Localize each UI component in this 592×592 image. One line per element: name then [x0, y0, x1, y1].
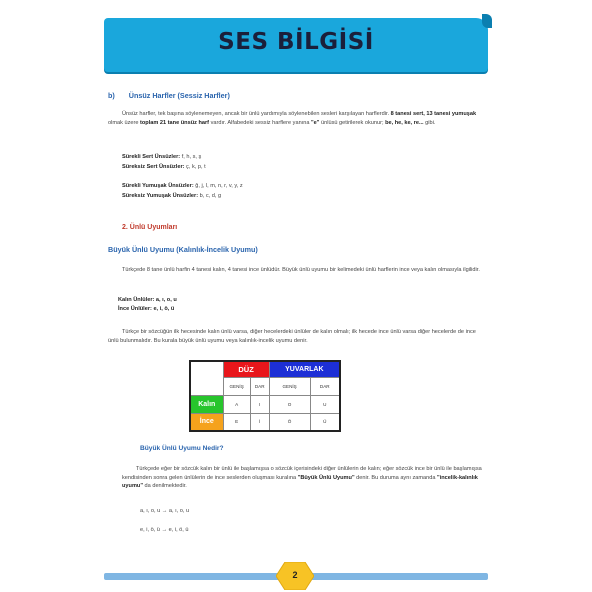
text-run: da denilmektedir. [143, 483, 187, 490]
banner-fold [482, 14, 492, 28]
table-cell: E [223, 413, 250, 431]
section-b-label: b) [108, 91, 115, 100]
example-ince: e, i, ö, ü → e, i, ö, ü [140, 527, 189, 533]
text-run: gibi. [423, 119, 436, 126]
ince-label: İnce Ünlüler: [118, 306, 152, 312]
list-label: Süreksiz Sert Ünsüzler: [122, 164, 185, 170]
example-kalin: a, ı, o, u → a, ı, o, u [140, 508, 190, 514]
buyuk-paragraph-2: Türkçe bir sözcüğün ilk hecesinde kalın ünlü varsa, diğer hecelerdeki ünlüler de kalın olmalı; ilk hecede ince ünlü varsa diğer hecelerde de ince ünlü bulunmalıdır. Bu kurala büyük ünlü uyumu veya kalınlık-incelik uyumu denir. [108, 329, 476, 344]
sub-header: GENİŞ [269, 377, 310, 395]
duz-header: DÜZ [223, 361, 269, 377]
list-value: f, h, s, ş [180, 154, 202, 160]
table-cell: U [310, 395, 340, 413]
text-run: denir. Bu duruma aynı zamanda [354, 474, 438, 481]
nedir-paragraph [122, 465, 486, 491]
list-value: ç, k, p, t [184, 164, 206, 170]
list-item [122, 163, 206, 172]
text-run-bold: "e" [311, 119, 320, 126]
buyuk-unlu-heading: Büyük Ünlü Uyumu (Kalınlık-İncelik Uyumu) [108, 245, 258, 254]
ince-value: e, i, ö, ü [151, 306, 175, 312]
kalin-row-label: Kalın [190, 395, 223, 413]
text-run: ünlüsü getirilerek okunur; [319, 119, 386, 126]
kalin-label: Kalın Ünlüler: [118, 297, 155, 303]
text-run-bold: 8 tanesi sert, 13 tanesi yumuşak [390, 111, 477, 117]
yuvarlak-header: YUVARLAK [269, 361, 340, 377]
page-number-badge [276, 562, 314, 590]
text-run: vardır. Alfabedeki sessiz harflere yanına [209, 119, 312, 126]
section-b-heading [108, 91, 230, 100]
ince-row-label: İnce [190, 413, 223, 431]
ince-unluler-line [118, 305, 174, 314]
section-2-heading: 2. Ünlü Uyumları [122, 224, 178, 231]
text-run: Türkçede eğer bir sözcük kalın bir ünlü ile başlamışsa o sözcük içerisindeki diğer ünlülerin de kalın; eğer sözcük ince bir ünlü ile başlamışsa kendisinden sonra gelen ünlülerin de ince seslerden oluşması kuralına [122, 466, 482, 481]
section-b-paragraph [108, 110, 480, 127]
sub-header: GENİŞ [223, 377, 250, 395]
list-item [122, 182, 243, 191]
list-value: b, c, d, g [198, 193, 222, 199]
text-run: olmak üzere [108, 119, 141, 126]
table-cell: O [269, 395, 310, 413]
kalin-value: a, ı, o, u [154, 297, 177, 303]
table-corner [190, 361, 223, 377]
section-b-title: Ünsüz Harfler (Sessiz Harfler) [128, 91, 230, 100]
text-run-bold: "Büyük Ünlü Uyumu" [297, 474, 355, 481]
table-cell: A [223, 395, 250, 413]
list-value: ğ, j, l, m, n, r, v, y, z [193, 183, 243, 189]
table-cell: I [250, 395, 269, 413]
sub-header: DAR [310, 377, 340, 395]
kalin-unluler-line [118, 296, 177, 305]
table-cell: Ö [269, 413, 310, 431]
text-run: Ünsüz harfler, tek başına söylenemeyen, ancak bir ünlü yardımıyla söylenebilen sesleri karşılayan harflerdir. [122, 111, 391, 117]
vowel-table [189, 360, 341, 432]
list-label: Sürekli Sert Ünsüzler: [122, 154, 181, 160]
list-item [122, 153, 201, 162]
sub-header: DAR [250, 377, 269, 395]
nedir-heading: Büyük Ünlü Uyumu Nedir? [140, 445, 224, 452]
list-label: Sürekli Yumuşak Ünsüzler: [122, 183, 194, 189]
title-banner [104, 18, 488, 72]
buyuk-paragraph-1: Türkçede 8 tane ünlü harfin 4 tanesi kalın, 4 tanesi ince ünlüdür. Büyük ünlü uyumu bir kelimedeki ünlü harflerin ince veya kalın olmasıyla ilgilidir. [122, 267, 480, 273]
page-number: 2 [292, 570, 298, 580]
text-run-bold: "incelik-kalınlık uyumu" [122, 474, 478, 490]
text-run-bold: toplam 21 tane ünsüz harf [140, 119, 210, 126]
list-item [122, 192, 221, 201]
table-corner-2 [190, 377, 223, 395]
list-label: Süreksiz Yumuşak Ünsüzler: [122, 193, 199, 199]
page-title: SES BİLGİSİ [218, 29, 374, 55]
text-run-bold: be, he, ke, re... [385, 119, 424, 126]
table-cell: İ [250, 413, 269, 431]
table-cell: Ü [310, 413, 340, 431]
